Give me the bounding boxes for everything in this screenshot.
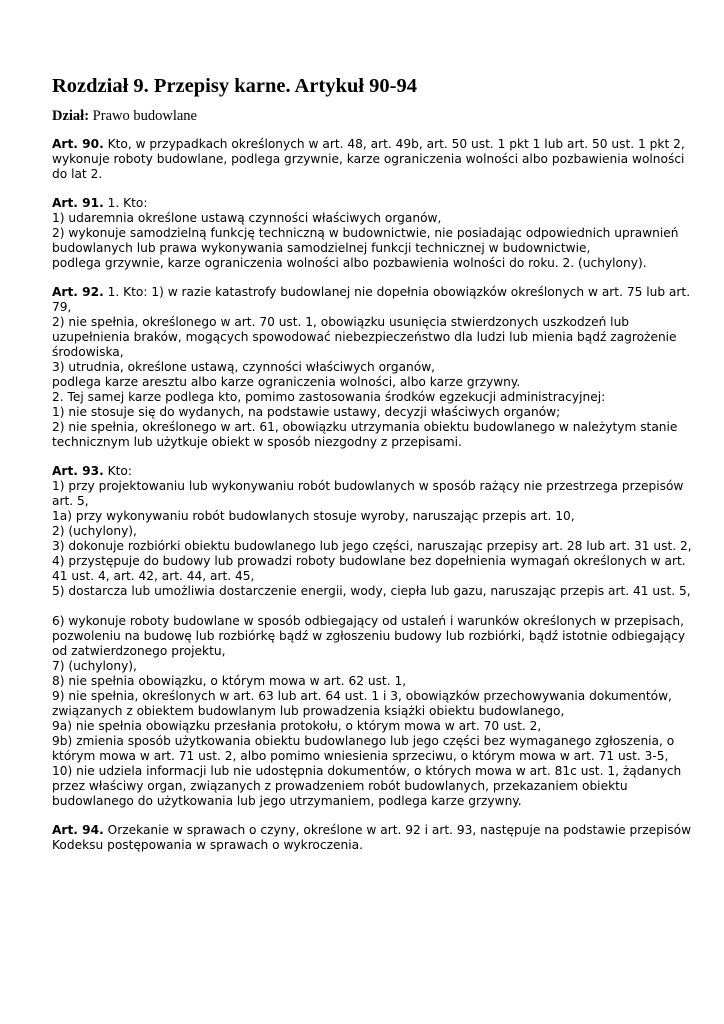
article-label: Art. 92. [52,285,104,299]
section-value: Prawo budowlane [92,108,197,124]
article-text: Orzekanie w sprawach o czyny, określone w art. 92 i art. 93, następuje na podstawie przepisów Kodeksu postępowania w sprawach o wykroczenia. [52,823,692,852]
article-91 [52,196,692,271]
paragraph-gap [52,599,692,614]
article-94 [52,823,692,853]
article-text: 1. Kto: 1) udaremnia określone ustawą czynności właściwych organów, 2) wykonuje samodzielną funkcję techniczną w budownictwie, nie posiadając odpowiednich uprawnień budowlanych lub prawa wykonywania samodzielnej funkcji technicznej w budownictwie, podlega grzywnie, karze ograniczenia wolności albo pozbawienia wolności do roku. 2. (uchylony). [52,196,679,270]
page-title: Rozdział 9. Przepisy karne. Artykuł 90-94 [52,75,417,97]
section-line [52,107,692,125]
article-text: Kto: 1) przy projektowaniu lub wykonywaniu robót budowlanych w sposób rażący nie przestrzega przepisów art. 5, 1a) przy wykonywaniu robót budowlanych stosuje wyroby, naruszając przepis art. 10, 2) (uchylony), 3) dokonuje rozbiórki obiektu budowlanego lub jego części, naruszając przepisy art. 28 lub art. 31 ust. 2, 4) przystępuje do budowy lub prowadzi roboty budowlane bez dopełnienia wymagań określonych w art. 41 ust. 4, art. 42, art. 44, art. 45, 5) dostarcza lub umożliwia dostarczenie energii, wody, ciepła lub gazu, naruszając przepis art. 41 ust. 5, [52,464,692,598]
article-text: 1. Kto: 1) w razie katastrofy budowlanej nie dopełnia obowiązków określonych w art. 75 lub art. 79, 2) nie spełnia, określonego w art. 70 ust. 1, obowiązku usunięcia stwierdzonych uszkodzeń lub uzupełnienia braków, mogących spowodować niebezpieczeństwo dla ludzi lub mienia bądź zagrożenie środowiska, 3) utrudnia, określone ustawą, czynności właściwych organów, podlega karze aresztu albo karze ograniczenia wolności, albo karze grzywny. 2. Tej samej karze podlega kto, pomimo zastosowania środków egzekucji administracyjnej: 1) nie stosuje się do wydanych, na podstawie ustawy, decyzji właściwych organów; 2) nie spełnia, określonego w art. 61, obowiązku utrzymania obiektu budowlanego w należytym stanie technicznym lub użytkuje obiekt w sposób niezgodny z przepisami. [52,285,691,449]
article-text: Kto, w przypadkach określonych w art. 48, art. 49b, art. 50 ust. 1 pkt 1 lub art. 50 ust. 1 pkt 2, wykonuje roboty budowlane, podlega grzywnie, karze ograniczenia wolności albo pozbawienia wolności do lat 2. [52,137,685,181]
article-90 [52,137,692,182]
article-label: Art. 93. [52,464,104,478]
article-label: Art. 91. [52,196,104,210]
article-text-continued: 6) wykonuje roboty budowlane w sposób odbiegający od ustaleń i warunków określonych w przepisach, pozwoleniu na budowę lub rozbiórkę bądź w zgłoszeniu budowy lub rozbiórki, bądź istotnie odbiegający od zatwierdzonego projektu, 7) (uchylony), 8) nie spełnia obowiązku, o którym mowa w art. 62 ust. 1, 9) nie spełnia, określonych w art. 63 lub art. 64 ust. 1 i 3, obowiązków przechowywania dokumentów, związanych z obiektem budowlanym lub prowadzenia książki obiektu budowlanego, 9a) nie spełnia obowiązku przesłania protokołu, o którym mowa w art. 70 ust. 2, 9b) zmienia sposób użytkowania obiektu budowlanego lub jego części bez wymaganego zgłoszenia, o którym mowa w art. 71 ust. 2, albo pomimo wniesienia sprzeciwu, o którym mowa w art. 71 ust. 3-5, 10) nie udziela informacji lub nie udostępnia dokumentów, o których mowa w art. 81c ust. 1, żądanych przez właściwy organ, związanych z prowadzeniem robót budowlanych, przekazaniem obiektu budowlanego do użytkowania lub jego utrzymaniem, podlega karze grzywny. [52,614,686,808]
section-label: Dział: [52,108,90,124]
article-93 [52,464,692,809]
document-page [52,74,692,867]
article-label: Art. 90. [52,137,104,151]
article-label: Art. 94. [52,823,104,837]
article-92 [52,285,692,450]
